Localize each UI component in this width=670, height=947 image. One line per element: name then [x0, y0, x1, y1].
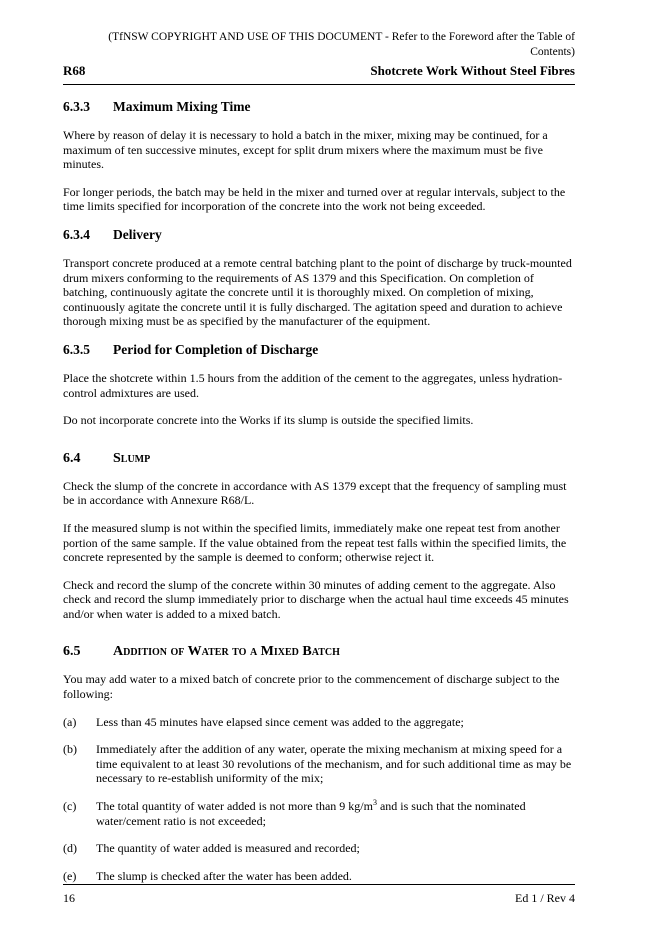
section-heading-6-3-5 — [63, 342, 575, 358]
section-heading-6-5 — [63, 643, 575, 660]
list-item-label: (d) — [63, 841, 77, 856]
paragraph: For longer periods, the batch may be held in the mixer and turned over at regular intervals, subject to the time limits specified for incorporation of the concrete into the work not being exceeded. — [63, 184, 566, 214]
section-heading-6-3-3 — [63, 99, 575, 115]
section-title: Maximum Mixing Time — [113, 99, 251, 114]
list-item — [63, 869, 575, 884]
paragraph: Check and record the slump of the concrete within 30 minutes of adding cement to the aggregate. Also check and record the slump immediately prior to discharge when the actual haul time exceeds 45 minutes and/or when water is added to a mixed batch. — [63, 577, 569, 621]
list-item-label: (b) — [63, 742, 77, 757]
section-number: 6.3.4 — [63, 226, 90, 242]
document-page — [63, 30, 575, 920]
section-number: 6.4 — [63, 450, 81, 466]
list-item-text — [96, 799, 575, 828]
list-item-text: The slump is checked after the water has been added. — [96, 868, 352, 883]
list-item-label: (c) — [63, 799, 77, 814]
page-header — [63, 63, 575, 85]
list-item-text: Immediately after the addition of any water, operate the mixing mechanism at mixing speed for a time equivalent to at least 30 revolutions of the mechanism, and for such additional time as may be necessary to re-establish uniformity of the mix; — [96, 742, 572, 786]
list-item — [63, 715, 575, 730]
copyright-notice: (TfNSW COPYRIGHT AND USE OF THIS DOCUMENT - Refer to the Foreword after the Table of Contents) — [108, 31, 575, 58]
paragraph: Where by reason of delay it is necessary to hold a batch in the mixer, mixing may be continued, for a maximum of ten successive minutes, except for split drum mixers where the maximum must be five minutes. — [63, 128, 548, 172]
list-item-label: (e) — [63, 868, 77, 883]
document-title: Shotcrete Work Without Steel Fibres — [370, 63, 575, 78]
section-title: Period for Completion of Discharge — [113, 341, 319, 357]
list-item-label: (a) — [63, 714, 77, 729]
list-item — [63, 742, 575, 786]
list-item-text-pre: The total quantity of water added is not more than 9 kg/m — [96, 799, 373, 814]
list-item — [63, 841, 575, 856]
section-title: Addition of Water to a Mixed Batch — [113, 644, 340, 660]
list-item-text: Less than 45 minutes have elapsed since cement was added to the aggregate; — [96, 714, 464, 729]
paragraph: You may add water to a mixed batch of concrete prior to the commencement of discharge subject to the following: — [63, 672, 560, 702]
section-number: 6.5 — [63, 644, 81, 660]
superscript: 3 — [372, 798, 377, 808]
page-content — [63, 99, 575, 883]
page-footer — [63, 884, 575, 906]
list-item — [63, 799, 575, 828]
document-code: R68 — [63, 63, 86, 78]
section-title: Delivery — [113, 226, 162, 242]
list-item-text: The quantity of water added is measured and recorded; — [96, 841, 360, 856]
section-title: Slump — [113, 450, 151, 466]
revision-label: Ed 1 / Rev 4 — [515, 891, 575, 905]
paragraph: Transport concrete produced at a remote central batching plant to the point of discharge by truck-mounted drum mixers conforming to the requirements of AS 1379 and this Specification. On completion of batching, continuously agitate the concrete until it is thoroughly mixed. On completion of mixing, continuously agitate the concrete until it is fully discharged. The agitation speed and duration to achieve thorough mixing must be as specified by the manufacturer of the equipment. — [63, 255, 572, 329]
section-number: 6.3.3 — [63, 99, 90, 114]
section-heading-6-4 — [63, 450, 575, 467]
list-item-text-post: and is such that the nominated water/cement ratio is not exceeded; — [96, 799, 526, 828]
paragraph: If the measured slump is not within the specified limits, immediately make one repeat test from another portion of the same sample. If the value obtained from the repeat test falls within the specified limits, the concrete represented by the sample is deemed to conform; otherwise reject it. — [63, 520, 567, 565]
page-number: 16 — [63, 891, 75, 905]
conditions-list — [63, 715, 575, 884]
paragraph: Do not incorporate concrete into the Works if its slump is outside the specified limits. — [63, 413, 474, 428]
paragraph: Check the slump of the concrete in accordance with AS 1379 except that the frequency of sampling must be in accordance with Annexure R68/L. — [63, 478, 567, 508]
section-number: 6.3.5 — [63, 341, 90, 357]
paragraph: Place the shotcrete within 1.5 hours from the addition of the cement to the aggregates, unless hydration-control admixtures are used. — [63, 370, 563, 400]
section-heading-6-3-4 — [63, 227, 575, 243]
